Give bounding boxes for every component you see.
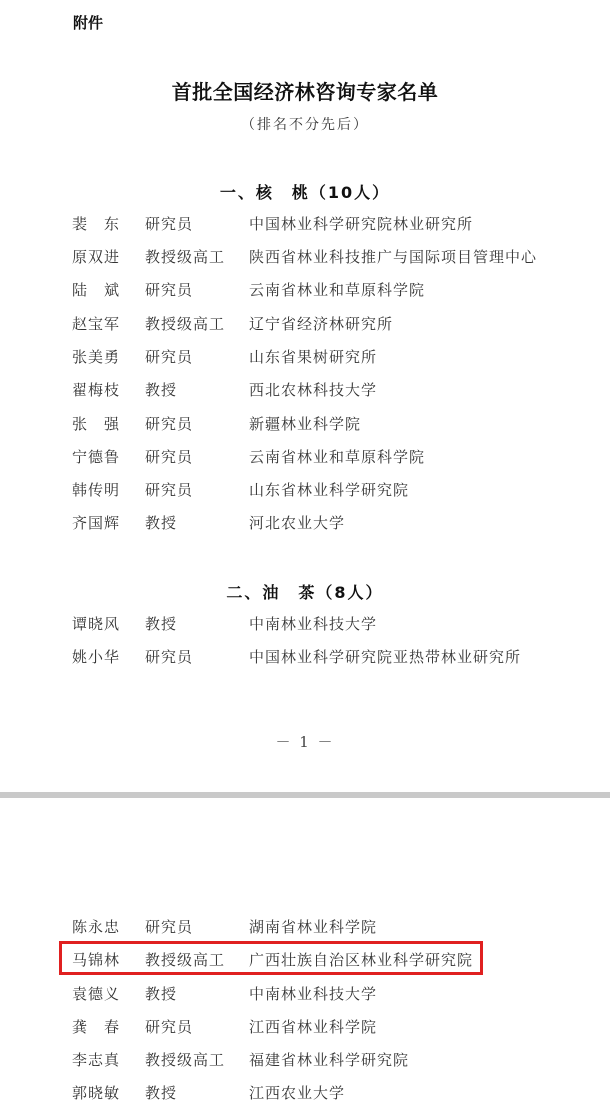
section-heading-camellia: 二、油 茶（8人） — [226, 583, 384, 602]
expert-row — [0, 213, 610, 239]
expert-row — [0, 512, 610, 538]
expert-name: 郭晓敏 — [72, 1084, 121, 1102]
expert-name: 裴 东 — [72, 215, 121, 233]
expert-title: 教授 — [145, 615, 178, 633]
expert-row — [0, 613, 610, 639]
expert-title: 研究员 — [145, 281, 194, 299]
page-number: － 1 － — [275, 733, 335, 751]
expert-org: 中南林业科技大学 — [249, 985, 378, 1003]
expert-org: 山东省果树研究所 — [249, 348, 378, 366]
expert-title: 教授级高工 — [145, 951, 226, 969]
expert-name: 陆 斌 — [72, 281, 121, 299]
expert-name: 张 强 — [72, 415, 121, 433]
expert-row — [0, 313, 610, 339]
expert-name: 袁德义 — [72, 985, 121, 1003]
expert-org: 新疆林业科学院 — [249, 415, 362, 433]
expert-title: 研究员 — [145, 348, 194, 366]
expert-row — [0, 346, 610, 372]
expert-title: 教授级高工 — [145, 315, 226, 333]
expert-name: 韩传明 — [72, 481, 121, 499]
expert-org: 西北农林科技大学 — [249, 381, 378, 399]
expert-org: 云南省林业和草原科学院 — [249, 281, 426, 299]
expert-row — [0, 1082, 610, 1108]
expert-name: 齐国辉 — [72, 514, 121, 532]
expert-org: 中国林业科学研究院亚热带林业研究所 — [249, 648, 522, 666]
expert-org: 河北农业大学 — [249, 514, 346, 532]
expert-title: 研究员 — [145, 415, 194, 433]
expert-org: 中国林业科学研究院林业研究所 — [249, 215, 474, 233]
expert-org: 山东省林业科学研究院 — [249, 481, 410, 499]
expert-title: 研究员 — [145, 648, 194, 666]
expert-title: 教授 — [145, 381, 178, 399]
expert-name: 赵宝军 — [72, 315, 121, 333]
expert-row — [0, 413, 610, 439]
red-highlight-box — [59, 941, 483, 975]
expert-name: 陈永忠 — [72, 918, 121, 936]
expert-title: 教授 — [145, 514, 178, 532]
expert-name: 谭晓风 — [72, 615, 121, 633]
expert-org: 中南林业科技大学 — [249, 615, 378, 633]
expert-name: 宁德鲁 — [72, 448, 121, 466]
expert-name: 原双进 — [72, 248, 121, 266]
expert-org: 江西农业大学 — [249, 1084, 346, 1102]
expert-name: 马锦林 — [72, 951, 121, 969]
expert-title: 教授级高工 — [145, 1051, 226, 1069]
expert-name: 龚 春 — [72, 1018, 121, 1036]
expert-title: 研究员 — [145, 448, 194, 466]
expert-title: 教授级高工 — [145, 248, 226, 266]
expert-title: 教授 — [145, 1084, 178, 1102]
expert-row — [0, 279, 610, 305]
expert-row — [0, 983, 610, 1009]
expert-org: 陕西省林业科技推广与国际项目管理中心 — [249, 248, 538, 266]
expert-org: 江西省林业科学院 — [249, 1018, 378, 1036]
expert-org: 广西壮族自治区林业科学研究院 — [249, 951, 474, 969]
expert-name: 张美勇 — [72, 348, 121, 366]
expert-title: 教授 — [145, 985, 178, 1003]
expert-name: 姚小华 — [72, 648, 121, 666]
document-subtitle: （排名不分先后） — [241, 117, 369, 133]
expert-org: 云南省林业和草原科学院 — [249, 448, 426, 466]
expert-row — [0, 916, 610, 942]
document-title: 首批全国经济林咨询专家名单 — [171, 80, 439, 104]
expert-row — [0, 1049, 610, 1075]
section-heading-walnut: 一、核 桃（10人） — [219, 183, 391, 202]
expert-row — [0, 379, 610, 405]
expert-name: 李志真 — [72, 1051, 121, 1069]
expert-org: 湖南省林业科学院 — [249, 918, 378, 936]
expert-row — [0, 446, 610, 472]
expert-row — [0, 646, 610, 672]
expert-title: 研究员 — [145, 215, 194, 233]
expert-org: 福建省林业科学研究院 — [249, 1051, 410, 1069]
expert-name: 翟梅枝 — [72, 381, 121, 399]
attachment-label: 附件 — [73, 14, 104, 32]
expert-row — [0, 246, 610, 272]
expert-row — [0, 479, 610, 505]
expert-row — [0, 1016, 610, 1042]
expert-title: 研究员 — [145, 481, 194, 499]
expert-org: 辽宁省经济林研究所 — [249, 315, 394, 333]
expert-title: 研究员 — [145, 1018, 194, 1036]
expert-title: 研究员 — [145, 918, 194, 936]
